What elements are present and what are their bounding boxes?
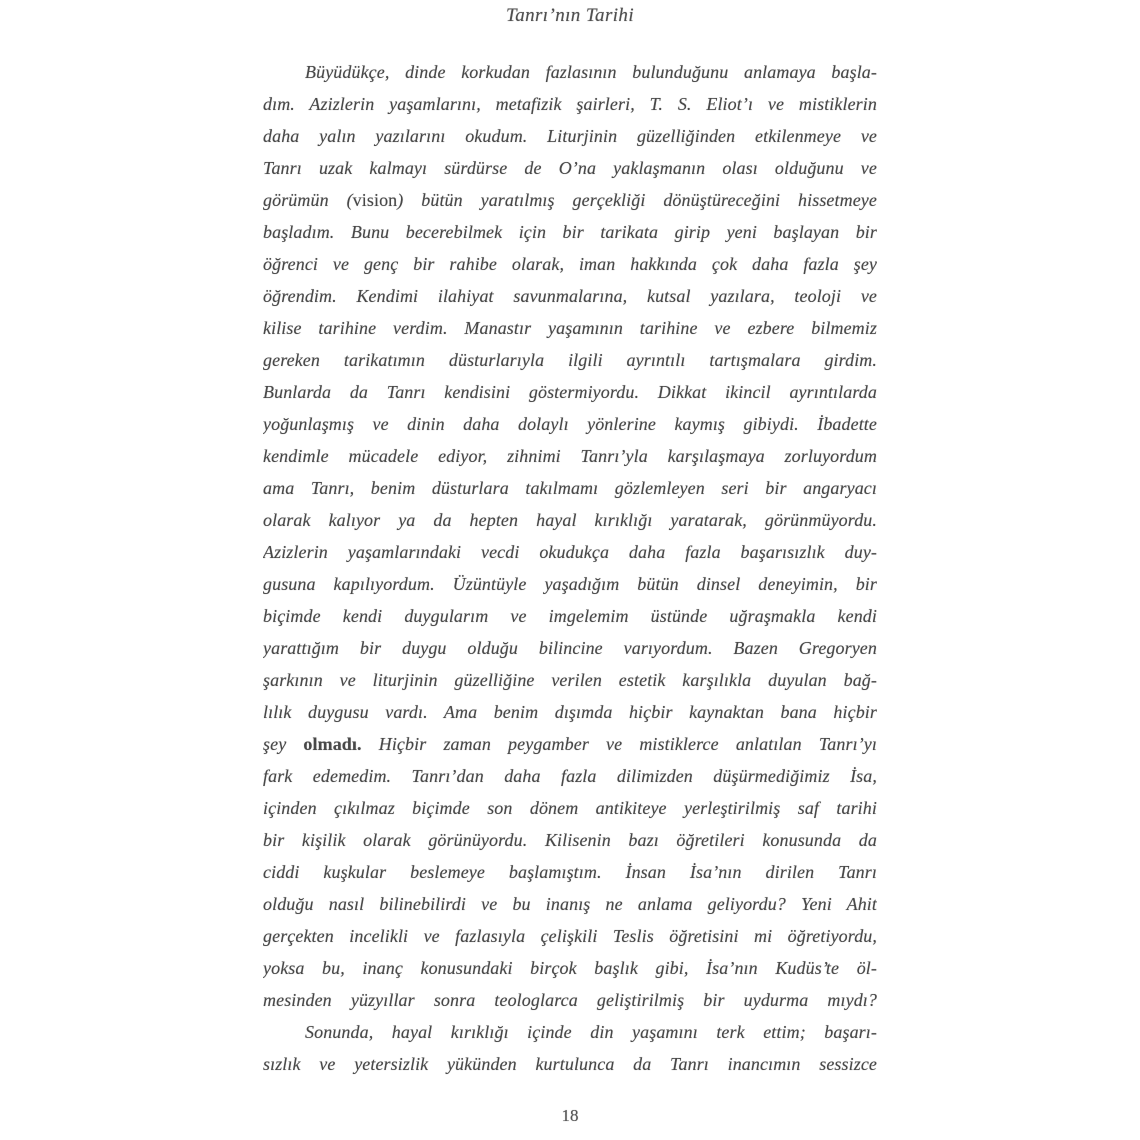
text-line [263,504,877,536]
text-line [263,440,877,472]
italic-text: kendimle mücadele ediyor, zihnimi Tanrı’yla karşılaşmaya zorluyordum [263,446,877,466]
italic-text: daha yalın yazılarını okudum. Liturjinin güzelliğinden etkilenmeye ve [263,126,877,146]
italic-text: öğrendim. Kendimi ilahiyat savunmalarına, kutsal yazılara, teoloji ve [263,286,877,306]
text-line [263,280,877,312]
text-line [263,760,877,792]
italic-text: şey [263,734,304,754]
italic-text: şarkının ve liturjinin güzelliğine verilen estetik karşılıkla duyulan bağ- [263,670,877,690]
text-line [263,600,877,632]
text-line [263,952,877,984]
text-line [263,216,877,248]
italic-text: ) bütün yaratılmış gerçekliği dönüştüreceğini hissetmeye [397,190,877,210]
italic-text: sızlık ve yetersizlik yükünden kurtulunca da Tanrı inancımın sessizce [263,1054,877,1074]
text-line [263,984,877,1016]
text-line [263,632,877,664]
italic-text: ciddi kuşkular beslemeye başlamıştım. İnsan İsa’nın dirilen Tanrı [263,862,877,882]
text-line [263,696,877,728]
text-line [263,408,877,440]
italic-text: bir kişilik olarak görünüyordu. Kilisenin bazı öğretileri konusunda da [263,830,877,850]
italic-text: Büyüdükçe, dinde korkudan fazlasının bulunduğunu anlamaya başla- [305,62,877,82]
italic-text: Tanrı uzak kalmayı sürdürse de O’na yaklaşmanın olası olduğunu ve [263,158,877,178]
text-line [263,376,877,408]
italic-text: kilise tarihine verdim. Manastır yaşamının tarihine ve ezbere bilmemiz [263,318,877,338]
text-line [263,472,877,504]
roman-text: olmadı. [303,734,362,754]
text-line [263,88,877,120]
text-line [263,312,877,344]
italic-text: Azizlerin yaşamlarındaki vecdi okudukça daha fazla başarısızlık duy- [263,542,877,562]
italic-text: gereken tarikatımın düsturlarıyla ilgili ayrıntılı tartışmalara girdim. [263,350,877,370]
text-line [263,536,877,568]
italic-text: dım. Azizlerin yaşamlarını, metafizik şairleri, T. S. Eliot’ı ve mistiklerin [263,94,877,114]
italic-text: biçimde kendi duygularım ve imgelemim üstünde uğraşmakla kendi [263,606,877,626]
text-line [263,824,877,856]
text-line [263,56,877,88]
italic-text: olduğu nasıl bilinebilirdi ve bu inanış ne anlama geliyordu? Yeni Ahit [263,894,877,914]
italic-text: öğrenci ve genç bir rahibe olarak, iman hakkında çok daha fazla şey [263,254,877,274]
page-number: 18 [561,1106,579,1125]
italic-text: gerçekten incelikli ve fazlasıyla çelişkili Teslis öğretisini mi öğretiyordu, [263,926,877,946]
italic-text: başladım. Bunu becerebilmek için bir tarikata girip yeni başlayan bir [263,222,877,242]
italic-text: fark edemedim. Tanrı’dan daha fazla dilimizden düşürmediğimiz İsa, [263,766,877,786]
roman-text: vision [352,190,398,210]
italic-text: yarattığım bir duygu olduğu bilincine varıyordum. Bazen Gregoryen [263,638,877,658]
italic-text: görümün ( [263,190,353,210]
text-line [263,248,877,280]
italic-text: yoğunlaşmış ve dinin daha dolaylı yönlerine kaymış gibiydi. İbadette [263,414,877,434]
italic-text: olarak kalıyor ya da hepten hayal kırıklığı yaratarak, görünmüyordu. [263,510,877,530]
text-line [263,920,877,952]
italic-text: mesinden yüzyıllar sonra teologlarca geliştirilmiş bir uydurma mıydı? [263,990,877,1010]
italic-text: Bunlarda da Tanrı kendisini göstermiyordu. Dikkat ikincil ayrıntılarda [263,382,877,402]
italic-text: içinden çıkılmaz biçimde son dönem antikiteye yerleştirilmiş saf tarihi [263,798,877,818]
running-header: Tanrı’nın Tarihi [505,5,635,26]
text-line [263,664,877,696]
text-line [263,568,877,600]
text-line [263,152,877,184]
italic-text: gusuna kapılıyordum. Üzüntüyle yaşadığım bütün dinsel deneyimin, bir [263,574,877,594]
italic-text: lılık duygusu vardı. Ama benim dışımda hiçbir kaynaktan bana hiçbir [263,702,877,722]
text-line [263,344,877,376]
italic-text: Hiçbir zaman peygamber ve mistiklerce anlatılan Tanrı’yı [361,734,877,754]
text-line [263,120,877,152]
text-line [263,1016,877,1048]
italic-text: ama Tanrı, benim düsturlara takılmamı gözlemleyen seri bir angaryacı [263,478,877,498]
text-line [263,888,877,920]
page-body [263,56,877,1080]
text-line [263,856,877,888]
text-line [263,728,877,760]
italic-text: Sonunda, hayal kırıklığı içinde din yaşamını terk ettim; başarı- [305,1022,877,1042]
text-line [263,1048,877,1080]
text-line [263,792,877,824]
text-line [263,184,877,216]
italic-text: yoksa bu, inanç konusundaki birçok başlık gibi, İsa’nın Kudüs’te öl- [263,958,877,978]
